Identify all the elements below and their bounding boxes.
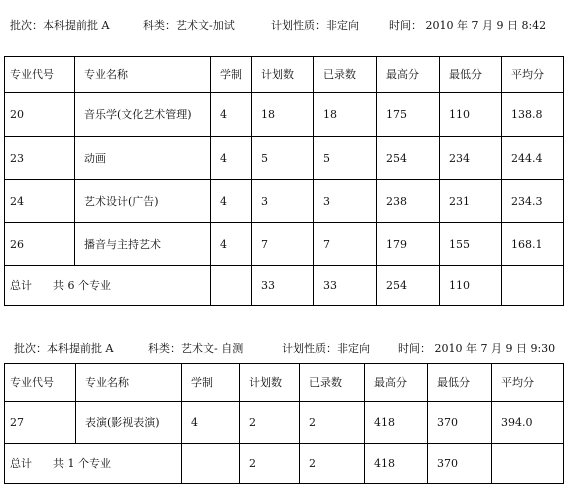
table-row [5,93,564,137]
cell-min: 231 [440,180,502,223]
table-1-total-row [5,266,564,306]
cell-code: 23 [5,137,75,180]
col-header-code: 专业代号 [5,57,75,93]
cell-years: 4 [211,180,252,223]
cell-code: 20 [5,93,75,137]
table-row [5,223,564,266]
table-1-header-row [5,57,564,93]
cell-plan: 7 [252,223,314,266]
cell-min: 370 [428,402,492,444]
total-max: 418 [365,444,428,484]
cell-name: 艺术设计(广告) [75,180,211,223]
total-plan: 2 [240,444,300,484]
total-avg [492,444,564,484]
total-label: 总计 共 6 个专业 [5,266,211,306]
total-avg [502,266,564,306]
total-max: 254 [377,266,440,306]
col-header-avg: 平均分 [502,57,564,93]
total-years [211,266,252,306]
col-header-avg: 平均分 [492,364,564,402]
col-header-years: 学制 [211,57,252,93]
table-1-batch: 批次：本科提前批 A [10,19,110,32]
cell-code: 27 [5,402,76,444]
cell-years: 4 [182,402,240,444]
cell-avg: 394.0 [492,402,564,444]
col-header-name: 专业名称 [76,364,182,402]
cell-max: 418 [365,402,428,444]
cell-avg: 168.1 [502,223,564,266]
cell-avg: 234.3 [502,180,564,223]
table-2-time: 时间： 2010 年 7 月 9 日 9:30 [398,342,556,355]
table-row [5,180,564,223]
total-admitted: 33 [314,266,377,306]
total-label: 总计 共 1 个专业 [5,444,182,484]
table-2-total-row [5,444,564,484]
cell-admitted: 18 [314,93,377,137]
table-2-header-row [5,364,564,402]
cell-admitted: 3 [314,180,377,223]
cell-years: 4 [211,137,252,180]
cell-min: 155 [440,223,502,266]
cell-years: 4 [211,93,252,137]
col-header-plan: 计划数 [240,364,300,402]
table-1-grid [4,56,564,306]
col-header-plan: 计划数 [252,57,314,93]
cell-avg: 244.4 [502,137,564,180]
cell-admitted: 2 [300,402,365,444]
table-1-time: 时间： 2010 年 7 月 9 日 8:42 [389,19,547,32]
table-row [5,137,564,180]
col-header-name: 专业名称 [75,57,211,93]
cell-name: 音乐学(文化艺术管理) [75,93,211,137]
cell-plan: 2 [240,402,300,444]
cell-max: 238 [377,180,440,223]
cell-max: 179 [377,223,440,266]
total-admitted: 2 [300,444,365,484]
table-2-category: 科类：艺术文- 自测 [148,342,244,355]
col-header-max: 最高分 [365,364,428,402]
col-header-admitted: 已录数 [300,364,365,402]
cell-name: 播音与主持艺术 [75,223,211,266]
cell-plan: 3 [252,180,314,223]
col-header-code: 专业代号 [5,364,76,402]
col-header-min: 最低分 [440,57,502,93]
table-row [5,402,564,444]
cell-plan: 5 [252,137,314,180]
table-2-plan-nature: 计划性质：非定向 [282,342,370,355]
table-2-grid [4,363,564,484]
cell-code: 26 [5,223,75,266]
cell-code: 24 [5,180,75,223]
total-years [182,444,240,484]
cell-name: 动画 [75,137,211,180]
cell-avg: 138.8 [502,93,564,137]
col-header-min: 最低分 [428,364,492,402]
cell-plan: 18 [252,93,314,137]
table-1-category: 科类：艺术文-加试 [143,19,235,32]
col-header-admitted: 已录数 [314,57,377,93]
table-1-plan-nature: 计划性质：非定向 [271,19,359,32]
total-min: 110 [440,266,502,306]
total-plan: 33 [252,266,314,306]
table-2-batch: 批次：本科提前批 A [14,342,114,355]
col-header-max: 最高分 [377,57,440,93]
cell-min: 234 [440,137,502,180]
cell-admitted: 5 [314,137,377,180]
total-min: 370 [428,444,492,484]
cell-max: 254 [377,137,440,180]
cell-years: 4 [211,223,252,266]
cell-min: 110 [440,93,502,137]
cell-max: 175 [377,93,440,137]
cell-name: 表演(影视表演) [76,402,182,444]
col-header-years: 学制 [182,364,240,402]
cell-admitted: 7 [314,223,377,266]
